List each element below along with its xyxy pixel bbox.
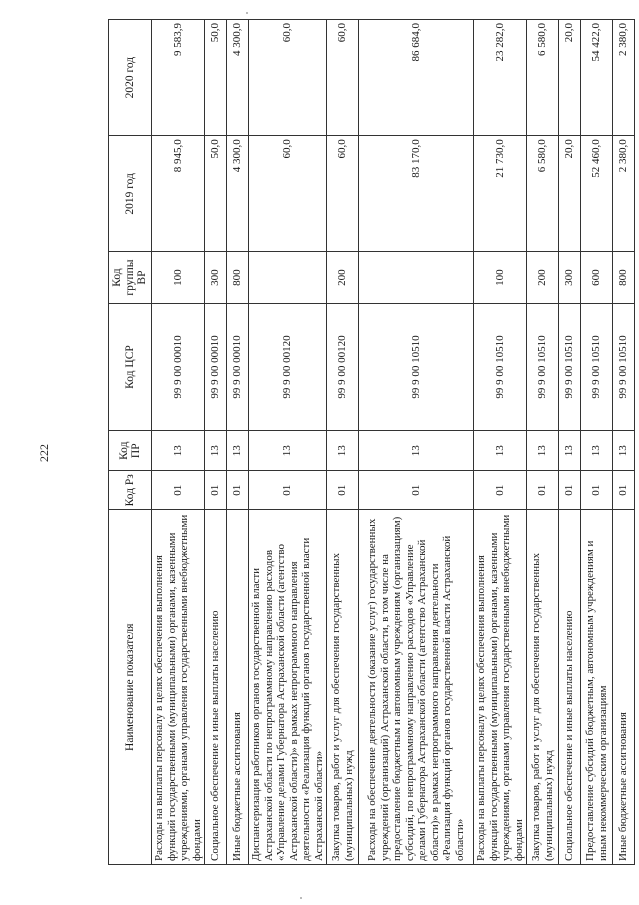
row-name-cell: Закупка товаров, работ и услуг для обеспечения государственных (муниципальных) нужд bbox=[527, 510, 559, 865]
scan-mark bbox=[300, 897, 302, 899]
row-2019-cell: 52 460,0 bbox=[581, 136, 613, 252]
table-row bbox=[581, 20, 613, 865]
row-csr-cell: 99 9 00 00010 bbox=[227, 303, 249, 431]
row-name-cell: Расходы на выплаты персоналу в целях обеспечения выполнения функций государственными (муниципальными) органами, казенными учреждениями, органами управления государственными внебюджетными фондами bbox=[474, 510, 527, 865]
header-2020: 2020 год bbox=[109, 20, 152, 136]
row-2019-cell: 8 945,0 bbox=[152, 136, 205, 252]
row-pr-cell: 13 bbox=[613, 431, 635, 471]
table-row bbox=[559, 20, 581, 865]
header-name: Наименование показателя bbox=[109, 510, 152, 865]
row-pr-cell: 13 bbox=[474, 431, 527, 471]
row-csr-cell: 99 9 00 00120 bbox=[249, 303, 327, 431]
table-row bbox=[527, 20, 559, 865]
row-rz-cell: 01 bbox=[474, 470, 527, 510]
header-vr: Код группы ВР bbox=[109, 252, 152, 303]
row-vr-cell bbox=[359, 252, 474, 303]
row-csr-cell: 99 9 00 10510 bbox=[613, 303, 635, 431]
header-rz: Код Рз bbox=[109, 470, 152, 510]
table-row bbox=[152, 20, 205, 865]
table-row bbox=[359, 20, 474, 865]
row-rz-cell: 01 bbox=[249, 470, 327, 510]
row-pr-cell: 13 bbox=[559, 431, 581, 471]
table-body bbox=[152, 20, 635, 865]
row-name-cell: Закупка товаров, работ и услуг для обеспечения государственных (муниципальных) нужд bbox=[327, 510, 359, 865]
row-name-cell: Диспансеризация работников органов государственной власти Астраханской области по непрограммному направлению расходов «Управление делами Губернатора Астраханской области (агентство Астраханской области)» в рамках непрограммного направления деятельности «Реализация функций органов государственной власти Астраханской области» bbox=[249, 510, 327, 865]
row-2020-cell: 60,0 bbox=[249, 20, 327, 136]
row-pr-cell: 13 bbox=[227, 431, 249, 471]
row-vr-cell: 200 bbox=[527, 252, 559, 303]
row-2019-cell: 60,0 bbox=[249, 136, 327, 252]
table-row bbox=[613, 20, 635, 865]
row-csr-cell: 99 9 00 10510 bbox=[359, 303, 474, 431]
row-vr-cell: 800 bbox=[227, 252, 249, 303]
row-name-cell: Иные бюджетные ассигнования bbox=[227, 510, 249, 865]
scan-mark bbox=[246, 12, 248, 14]
row-2020-cell: 2 380,0 bbox=[613, 20, 635, 136]
budget-table bbox=[108, 19, 635, 865]
row-vr-cell: 300 bbox=[559, 252, 581, 303]
row-name-cell: Расходы на выплаты персоналу в целях обеспечения выполнения функций государственными (муниципальными) органами, казенными учреждениями, органами управления государственными внебюджетными фондами bbox=[152, 510, 205, 865]
row-2019-cell: 4 300,0 bbox=[227, 136, 249, 252]
page-number: 222 bbox=[37, 444, 51, 462]
row-2019-cell: 50,0 bbox=[205, 136, 227, 252]
row-2019-cell: 83 170,0 bbox=[359, 136, 474, 252]
row-pr-cell: 13 bbox=[581, 431, 613, 471]
row-csr-cell: 99 9 00 00120 bbox=[327, 303, 359, 431]
row-csr-cell: 99 9 00 00010 bbox=[152, 303, 205, 431]
table-row bbox=[474, 20, 527, 865]
row-2020-cell: 60,0 bbox=[327, 20, 359, 136]
table-row bbox=[327, 20, 359, 865]
row-pr-cell: 13 bbox=[152, 431, 205, 471]
row-csr-cell: 99 9 00 10510 bbox=[559, 303, 581, 431]
row-rz-cell: 01 bbox=[559, 470, 581, 510]
row-rz-cell: 01 bbox=[359, 470, 474, 510]
row-2020-cell: 86 684,0 bbox=[359, 20, 474, 136]
row-name-cell: Расходы на обеспечение деятельности (оказание услуг) государственных учреждений (организаций) Астраханской области, в том числе на предоставление бюджетным и автономным учреждениям (организациям) субсидий, по непрограммному направлению расходов «Управление делами Губернатора Астраханской области (агентство Астраханской области)» в рамках непрограммного направления деятельности «Реализация функций органов государственной власти Астраханской области» bbox=[359, 510, 474, 865]
row-rz-cell: 01 bbox=[613, 470, 635, 510]
rotated-page bbox=[108, 19, 630, 865]
row-pr-cell: 13 bbox=[527, 431, 559, 471]
row-name-cell: Социальное обеспечение и иные выплаты населению bbox=[205, 510, 227, 865]
table-row bbox=[227, 20, 249, 865]
row-name-cell: Социальное обеспечение и иные выплаты населению bbox=[559, 510, 581, 865]
table-row bbox=[249, 20, 327, 865]
row-2019-cell: 60,0 bbox=[327, 136, 359, 252]
row-2020-cell: 50,0 bbox=[205, 20, 227, 136]
row-vr-cell: 300 bbox=[205, 252, 227, 303]
row-2020-cell: 4 300,0 bbox=[227, 20, 249, 136]
row-2020-cell: 6 580,0 bbox=[527, 20, 559, 136]
row-vr-cell: 200 bbox=[327, 252, 359, 303]
row-pr-cell: 13 bbox=[359, 431, 474, 471]
table-header-row bbox=[109, 20, 152, 865]
row-2019-cell: 21 730,0 bbox=[474, 136, 527, 252]
row-vr-cell: 800 bbox=[613, 252, 635, 303]
row-pr-cell: 13 bbox=[205, 431, 227, 471]
row-rz-cell: 01 bbox=[327, 470, 359, 510]
row-rz-cell: 01 bbox=[527, 470, 559, 510]
row-2020-cell: 54 422,0 bbox=[581, 20, 613, 136]
row-name-cell: Иные бюджетные ассигнования bbox=[613, 510, 635, 865]
row-2020-cell: 9 583,9 bbox=[152, 20, 205, 136]
row-pr-cell: 13 bbox=[249, 431, 327, 471]
header-2019: 2019 год bbox=[109, 136, 152, 252]
row-rz-cell: 01 bbox=[227, 470, 249, 510]
row-csr-cell: 99 9 00 00010 bbox=[205, 303, 227, 431]
header-pr: Код ПР bbox=[109, 431, 152, 471]
row-csr-cell: 99 9 00 10510 bbox=[474, 303, 527, 431]
row-2020-cell: 23 282,0 bbox=[474, 20, 527, 136]
row-vr-cell: 100 bbox=[152, 252, 205, 303]
row-vr-cell: 600 bbox=[581, 252, 613, 303]
row-vr-cell bbox=[249, 252, 327, 303]
row-2019-cell: 2 380,0 bbox=[613, 136, 635, 252]
row-2020-cell: 20,0 bbox=[559, 20, 581, 136]
row-vr-cell: 100 bbox=[474, 252, 527, 303]
table-row bbox=[205, 20, 227, 865]
row-name-cell: Предоставление субсидий бюджетным, автономным учреждениям и иным некоммерческим организациям bbox=[581, 510, 613, 865]
row-2019-cell: 20,0 bbox=[559, 136, 581, 252]
header-csr: Код ЦСР bbox=[109, 303, 152, 431]
row-pr-cell: 13 bbox=[327, 431, 359, 471]
row-rz-cell: 01 bbox=[152, 470, 205, 510]
row-csr-cell: 99 9 00 10510 bbox=[527, 303, 559, 431]
row-rz-cell: 01 bbox=[205, 470, 227, 510]
row-csr-cell: 99 9 00 10510 bbox=[581, 303, 613, 431]
row-rz-cell: 01 bbox=[581, 470, 613, 510]
row-2019-cell: 6 580,0 bbox=[527, 136, 559, 252]
